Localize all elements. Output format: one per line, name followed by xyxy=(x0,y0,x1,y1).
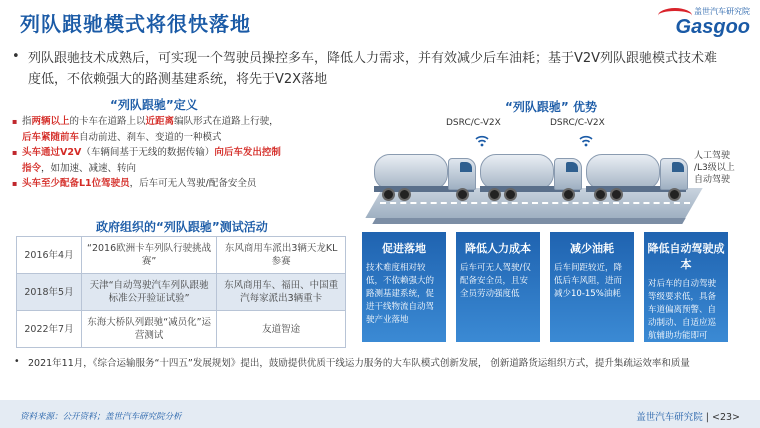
card-title: 促进落地 xyxy=(382,242,426,255)
def-text: 指 xyxy=(22,116,32,127)
card-title: 降低人力成本 xyxy=(465,242,531,255)
source-note: 资料来源：公开资料；盖世汽车研究院分析 xyxy=(20,412,182,422)
intro-paragraph: 列队跟驰技术成熟后，可实现一个驾驶员操控多车，降低人力需求，并有效减少后车油耗；基于V2V列队跟驰模式技术难度低，不依赖强大的路测基建系统，将先于V2X落地 xyxy=(28,51,718,87)
def-text: 的卡车在道路上以 xyxy=(69,116,146,127)
dsrc-label: DSRC/C-V2X xyxy=(446,118,501,128)
def-text: ，后车可无人驾驶/配备安全员 xyxy=(129,178,257,189)
dsrc-label: DSRC/C-V2X xyxy=(550,118,605,128)
card-text: 后车间距较近，降低后车风阻，进而减少10-15%油耗 xyxy=(554,263,623,299)
def-highlight: 向后车发出控制 xyxy=(214,147,281,158)
footer-org: 盖世汽车研究院 xyxy=(636,412,703,423)
logo-wordmark: Gasgoo xyxy=(675,16,750,38)
def-highlight: 指令 xyxy=(22,162,42,174)
row-date: 2022年7月 xyxy=(17,311,82,348)
page-number: | <23> xyxy=(705,412,740,423)
definition-item xyxy=(12,176,347,192)
card-text: 技术难度相对较低，不依赖强大的路测基建系统，促进干线物流自动驾驶产业落地 xyxy=(366,263,435,325)
row-event: “2016欧洲卡车列队行驶挑战赛” xyxy=(82,237,217,274)
row-event: 东海大桥队列跟驰“减员化”运营测试 xyxy=(82,311,217,348)
row-participants: 东风商用车、福田、中国重汽每家派出3辆重卡 xyxy=(217,274,346,311)
row-event: 天津“自动驾驶汽车列队跟驰标准公开验证试验” xyxy=(82,274,217,311)
definition-list xyxy=(12,114,347,192)
row-date: 2018年5月 xyxy=(17,274,82,311)
advantage-card xyxy=(550,232,634,342)
def-highlight: 近距离 xyxy=(145,116,175,127)
intro-bullet: • xyxy=(12,49,20,64)
definition-item xyxy=(12,145,347,176)
road-edge xyxy=(372,218,685,224)
table-row xyxy=(17,274,346,311)
advantage-card xyxy=(362,232,446,342)
note-line: 人工驾驶 xyxy=(694,151,731,161)
card-text: 后车可无人驾驶/仅配备安全员，且安全员劳动强度低 xyxy=(460,263,531,299)
wireless-signal-icon xyxy=(578,132,594,148)
def-highlight: 头车至少配备L1位驾驶员 xyxy=(22,178,130,189)
note-line: 自动驾驶 xyxy=(694,175,731,185)
tanker-truck-icon xyxy=(374,148,480,204)
gasgoo-logo xyxy=(630,6,750,40)
def-text: ，如加速、减速、转向 xyxy=(41,162,137,174)
logo-subtitle: 盖世汽车研究院 xyxy=(694,7,750,16)
row-date: 2016年4月 xyxy=(17,237,82,274)
def-text: （车辆间基于无线的数据传输） xyxy=(81,147,215,158)
tanker-truck-icon xyxy=(586,148,692,204)
def-highlight: 两辆以上 xyxy=(31,116,70,127)
tanker-truck-icon xyxy=(480,148,586,204)
gov-tests-table xyxy=(16,236,346,348)
bottom-bullet: • xyxy=(14,356,20,367)
def-highlight: 头车通过V2V xyxy=(22,147,82,158)
advantages-title: “列队跟驰” 优势 xyxy=(505,100,597,114)
wireless-signal-icon xyxy=(474,132,490,148)
def-text: 编队形式在道路上行驶， xyxy=(174,116,279,127)
advantage-card xyxy=(456,232,540,342)
card-text: 对后车的自动驾驶等级要求低，具备车道偏离预警、自动制动、自适应巡航辅助功能即可 xyxy=(648,279,717,341)
card-title: 降低自动驾驶成本 xyxy=(647,242,725,271)
definition-title: “列队跟驰”定义 xyxy=(110,98,198,112)
definition-item xyxy=(12,114,347,145)
row-participants: 友道智途 xyxy=(217,311,346,348)
policy-note: 2021年11月，《综合运输服务“十四五”发展规划》提出，鼓励提供优质干线运力服务的大车队模式创新发展， 创新道路货运组织方式，提升集疏运效率和质量 xyxy=(28,358,690,369)
gov-tests-title: 政府组织的“列队跟驰”测试活动 xyxy=(96,220,268,234)
table-row xyxy=(17,237,346,274)
def-highlight: 后车紧随前车 xyxy=(22,131,80,143)
advantage-card xyxy=(644,232,728,342)
page-title: 列队跟驰模式将很快落地 xyxy=(20,12,251,36)
def-text: 自动前进、刹车、变道的一种模式 xyxy=(79,131,222,143)
lead-driver-note xyxy=(694,150,735,186)
table-row xyxy=(17,311,346,348)
footer-page-info xyxy=(636,409,740,423)
note-line: /L3级以上 xyxy=(694,163,735,173)
card-title: 减少油耗 xyxy=(570,242,614,255)
row-participants: 东风商用车派出3辆天龙KL参赛 xyxy=(217,237,346,274)
